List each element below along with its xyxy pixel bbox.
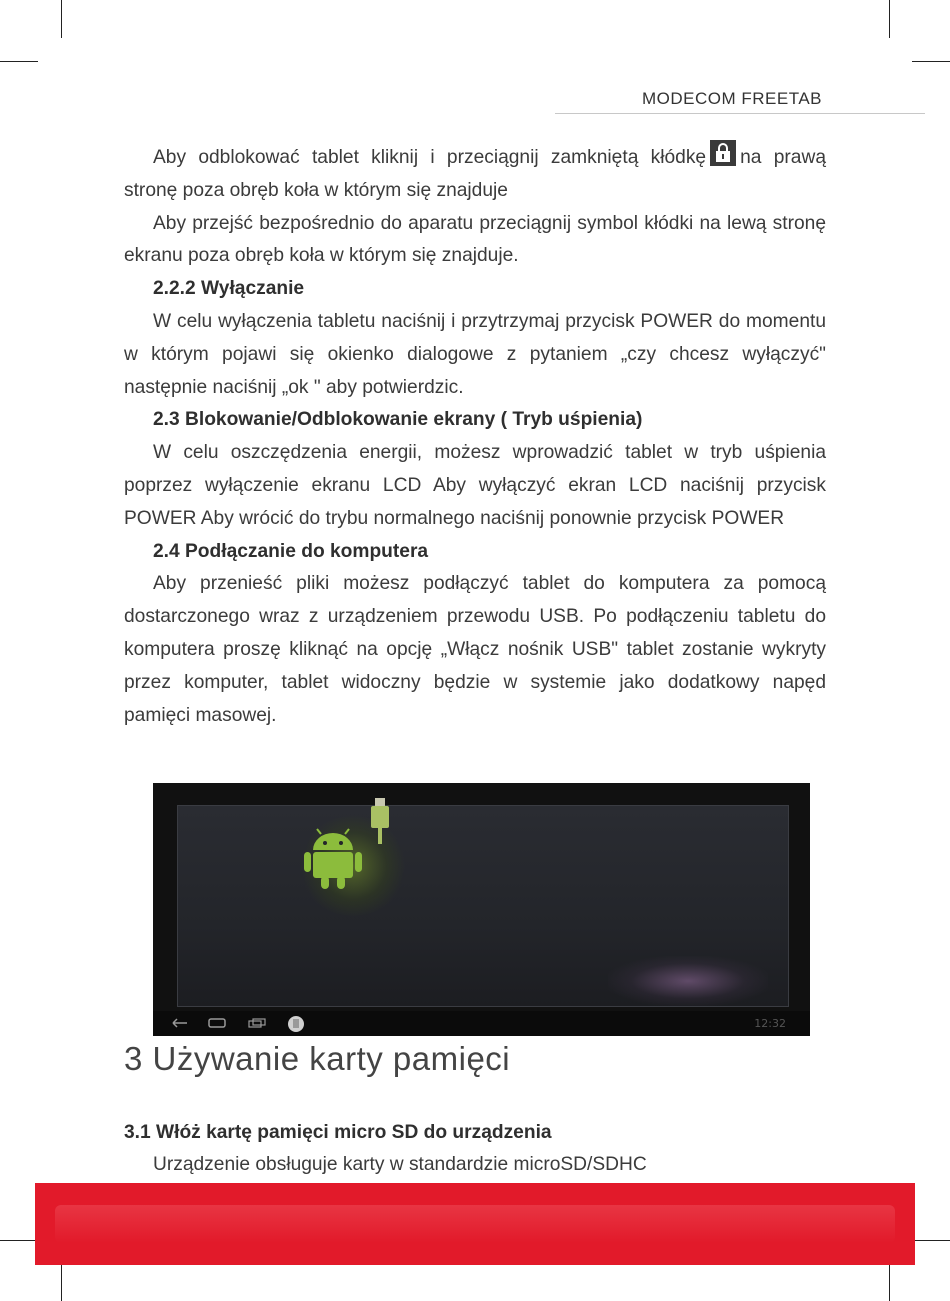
home-icon[interactable] bbox=[208, 1018, 226, 1028]
footer-band bbox=[35, 1183, 915, 1265]
page-body bbox=[124, 140, 826, 732]
paragraph-camera: Aby przejść bezpośrednio do aparatu przeciągnij symbol kłódki na lewą stronę ekranu poza obręb koła w którym się znajduje. bbox=[124, 212, 826, 267]
heading-connect-computer: 2.4 Podłączanie do komputera bbox=[153, 540, 429, 562]
back-icon[interactable] bbox=[171, 1018, 189, 1028]
paragraph-shutdown: W celu wyłączenia tabletu naciśnij i przytrzymaj przycisk POWER do momentu w którym pojawi się okienko dialogowe z pytaniem „czy chcesz wyłączyć" następnie naciśnij „ok " aby potwierdzic. bbox=[124, 310, 826, 398]
footer-band-highlight bbox=[55, 1205, 895, 1243]
crop-mark bbox=[61, 1262, 62, 1301]
background-glow bbox=[608, 956, 768, 1006]
crop-mark bbox=[912, 1240, 950, 1241]
android-robot-icon bbox=[303, 828, 363, 890]
heading-sleep-mode: 2.3 Blokowanie/Odblokowanie ekrany ( Tryb uśpienia) bbox=[153, 409, 643, 431]
crop-mark bbox=[889, 1262, 890, 1301]
screenshot-screen bbox=[177, 805, 789, 1007]
crop-mark bbox=[0, 61, 38, 62]
subsection-title: 3.1 Włóż kartę pamięci micro SD do urządzenia bbox=[124, 1122, 552, 1143]
usb-notification-icon[interactable] bbox=[286, 1014, 306, 1034]
paragraph-connect-computer: Aby przenieść pliki możesz podłączyć tablet do komputera za pomocą dostarczonego wraz z urządzeniem przewodu USB. Po podłączeniu tabletu do komputera proszę kliknąć na opcję „Włącz nośnik USB" tablet zostanie wykryty przez komputer, tablet widoczny będzie w systemie jako dodatkowy napęd pamięci masowej. bbox=[124, 573, 826, 726]
running-header: MODECOM FREETAB bbox=[641, 89, 822, 108]
crop-mark bbox=[0, 1240, 38, 1241]
crop-mark bbox=[889, 0, 890, 38]
status-clock: 12:32 bbox=[754, 1017, 786, 1030]
usb-plug-icon bbox=[368, 798, 392, 844]
usb-connection-screenshot bbox=[153, 783, 810, 1036]
lock-icon bbox=[710, 140, 736, 166]
header-rule bbox=[555, 113, 925, 114]
paragraph-sleep-mode: W celu oszczędzenia energii, możesz wprowadzić tablet w tryb uśpienia poprzez wyłączenie ekranu LCD Aby wyłączyć ekran LCD naciśnij przycisk POWER Aby wrócić do trybu normalnego naciśnij ponownie przycisk POWER bbox=[124, 442, 826, 529]
heading-shutdown: 2.2.2 Wyłączanie bbox=[153, 278, 305, 300]
recent-apps-icon[interactable] bbox=[248, 1018, 266, 1028]
crop-mark bbox=[61, 0, 62, 38]
paragraph-unlock bbox=[124, 140, 826, 208]
section-title: 3 Używanie karty pamięci bbox=[124, 1040, 511, 1077]
paragraph-unlock-part-1: Aby odblokować tablet kliknij i przeciągnij zamkniętą kłódkę bbox=[153, 147, 707, 168]
android-navigation-bar bbox=[153, 1011, 810, 1036]
crop-mark bbox=[912, 61, 950, 62]
paragraph-unlock-part-2: na prawą stronę poza obręb koła w którym się znajduje bbox=[124, 147, 826, 201]
paragraph-sd-card: Urządzenie obsługuje karty w standardzie microSD/SDHC bbox=[153, 1154, 647, 1175]
